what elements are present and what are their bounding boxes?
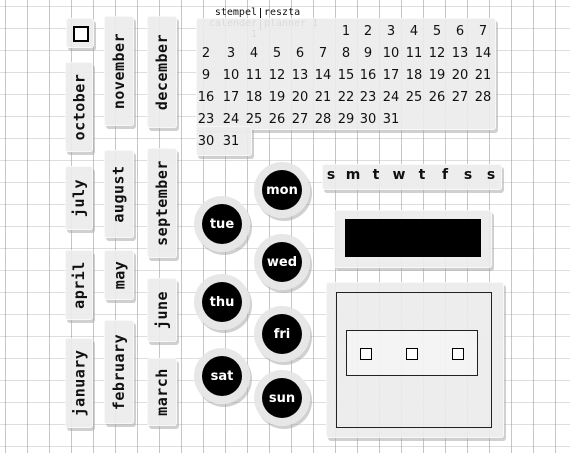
calendar-number: 9	[201, 68, 211, 83]
month-label: september	[153, 160, 171, 246]
weekday-label: mon	[266, 182, 298, 198]
calendar-number: 11	[245, 68, 263, 83]
weekday-stamp-sat	[194, 348, 250, 404]
month-label: november	[110, 32, 128, 110]
calendar-number: 21	[314, 90, 332, 105]
calendar-number: 26	[428, 90, 446, 105]
calendar-number: 23	[197, 112, 215, 127]
calendar-number: 5	[272, 46, 282, 61]
calendar-number: 17	[222, 90, 240, 105]
calendar-number: 1	[341, 24, 351, 39]
black-bar-stamp	[334, 210, 492, 268]
calendar-number: 13	[291, 68, 309, 83]
planner-box-stamp	[326, 282, 504, 438]
calendar-number: 18	[405, 68, 423, 83]
week-letter: t	[418, 167, 426, 183]
calendar-number: 24	[382, 90, 400, 105]
calendar-number: 30	[359, 112, 377, 127]
calendar-number: 4	[249, 46, 259, 61]
month-label: february	[110, 333, 128, 411]
calendar-number: 20	[291, 90, 309, 105]
month-stamp-february	[104, 320, 134, 424]
weekday-label: thu	[209, 294, 235, 310]
calendar-number: 14	[474, 46, 492, 61]
month-stamp-december	[147, 16, 177, 128]
weekday-circle	[202, 282, 242, 322]
month-stamp-may	[104, 250, 134, 300]
weekday-label: sat	[210, 368, 234, 384]
calendar-number: 27	[451, 90, 469, 105]
week-letter: s	[326, 167, 336, 183]
weekday-circle	[202, 356, 242, 396]
month-label: october	[70, 73, 88, 141]
month-stamp-october	[65, 62, 93, 152]
weekday-stamp-thu	[194, 274, 250, 330]
weekday-stamp-wed	[254, 234, 310, 290]
calendar-number: 17	[382, 68, 400, 83]
weekday-circle	[262, 170, 302, 210]
month-stamp-november	[104, 16, 134, 126]
weekday-label: wed	[266, 254, 298, 270]
weekday-stamp-tue	[194, 196, 250, 252]
weekday-stamp-mon	[254, 162, 310, 218]
calendar-number: 7	[318, 46, 328, 61]
month-label: april	[70, 261, 88, 309]
black-bar	[345, 219, 481, 257]
calendar-number: 14	[314, 68, 332, 83]
calendar-number: 23	[359, 90, 377, 105]
week-letter: f	[441, 167, 449, 183]
calendar-number: 28	[474, 90, 492, 105]
weekday-circle	[262, 314, 302, 354]
calendar-number: 24	[222, 112, 240, 127]
calendar-number: 9	[363, 46, 373, 61]
month-stamp-march	[147, 358, 177, 426]
weekday-label: tue	[209, 216, 235, 232]
calendar-number: 19	[428, 68, 446, 83]
calendar-number: 2	[363, 24, 373, 39]
calendar-number: 30	[197, 134, 215, 149]
calendar-number: 16	[359, 68, 377, 83]
month-stamp-august	[104, 150, 134, 238]
checkbox-2-icon	[406, 348, 418, 360]
calendar-number: 2	[201, 46, 211, 61]
checkbox-icon	[73, 26, 89, 42]
calendar-number: 27	[291, 112, 309, 127]
week-letter: w	[392, 167, 406, 183]
weekday-stamp-fri	[254, 306, 310, 362]
checkbox-1-icon	[360, 348, 372, 360]
calendar-number: 10	[222, 68, 240, 83]
weekday-circle	[262, 378, 302, 418]
month-label: may	[110, 260, 128, 290]
month-label: august	[110, 165, 128, 223]
calendar-number: 22	[337, 90, 355, 105]
week-letter: s	[463, 167, 473, 183]
month-label: march	[153, 368, 171, 416]
month-stamp-july	[65, 166, 93, 230]
calendar-number: 11	[405, 46, 423, 61]
calendar-number: 16	[197, 90, 215, 105]
calendar-number: 4	[409, 24, 419, 39]
calendar-number: 19	[268, 90, 286, 105]
calendar-number: 6	[455, 24, 465, 39]
checkbox-3-icon	[452, 348, 464, 360]
calendar-number: 12	[268, 68, 286, 83]
month-stamp-june	[147, 278, 177, 342]
calendar-number: 15	[337, 68, 355, 83]
month-label: june	[153, 290, 171, 330]
calendar-number: 3	[226, 46, 236, 61]
weekday-label: fri	[273, 326, 291, 342]
week-letter: t	[372, 167, 380, 183]
month-label: january	[70, 349, 88, 417]
month-stamp-january	[65, 338, 93, 428]
weekday-stamp-sun	[254, 370, 310, 426]
calendar-number: 29	[337, 112, 355, 127]
calendar-number: 5	[432, 24, 442, 39]
calendar-number: 10	[382, 46, 400, 61]
checkbox-stamp	[66, 18, 94, 48]
week-letter: m	[345, 167, 361, 183]
calendar-number: 7	[478, 24, 488, 39]
calendar-number: 8	[341, 46, 351, 61]
weekday-circle	[262, 242, 302, 282]
calendar-number: 25	[245, 112, 263, 127]
calendar-number: 21	[474, 68, 492, 83]
calendar-number: 20	[451, 68, 469, 83]
calendar-number: 31	[382, 112, 400, 127]
month-stamp-september	[147, 148, 177, 258]
header-line1-right: reszta	[264, 7, 301, 18]
calendar-number: 12	[428, 46, 446, 61]
calendar-number: 13	[451, 46, 469, 61]
weekday-circle	[202, 204, 242, 244]
month-label: july	[70, 178, 88, 218]
week-letter: s	[486, 167, 496, 183]
weekday-label: sun	[268, 390, 296, 406]
calendar-number: 26	[268, 112, 286, 127]
month-stamp-april	[65, 250, 93, 320]
calendar-number: 25	[405, 90, 423, 105]
calendar-number: 6	[295, 46, 305, 61]
month-label: december	[153, 33, 171, 111]
calendar-number: 28	[314, 112, 332, 127]
header-line1-left: stempel	[214, 7, 257, 18]
calendar-number: 18	[245, 90, 263, 105]
calendar-number: 3	[386, 24, 396, 39]
calendar-number: 31	[222, 134, 240, 149]
